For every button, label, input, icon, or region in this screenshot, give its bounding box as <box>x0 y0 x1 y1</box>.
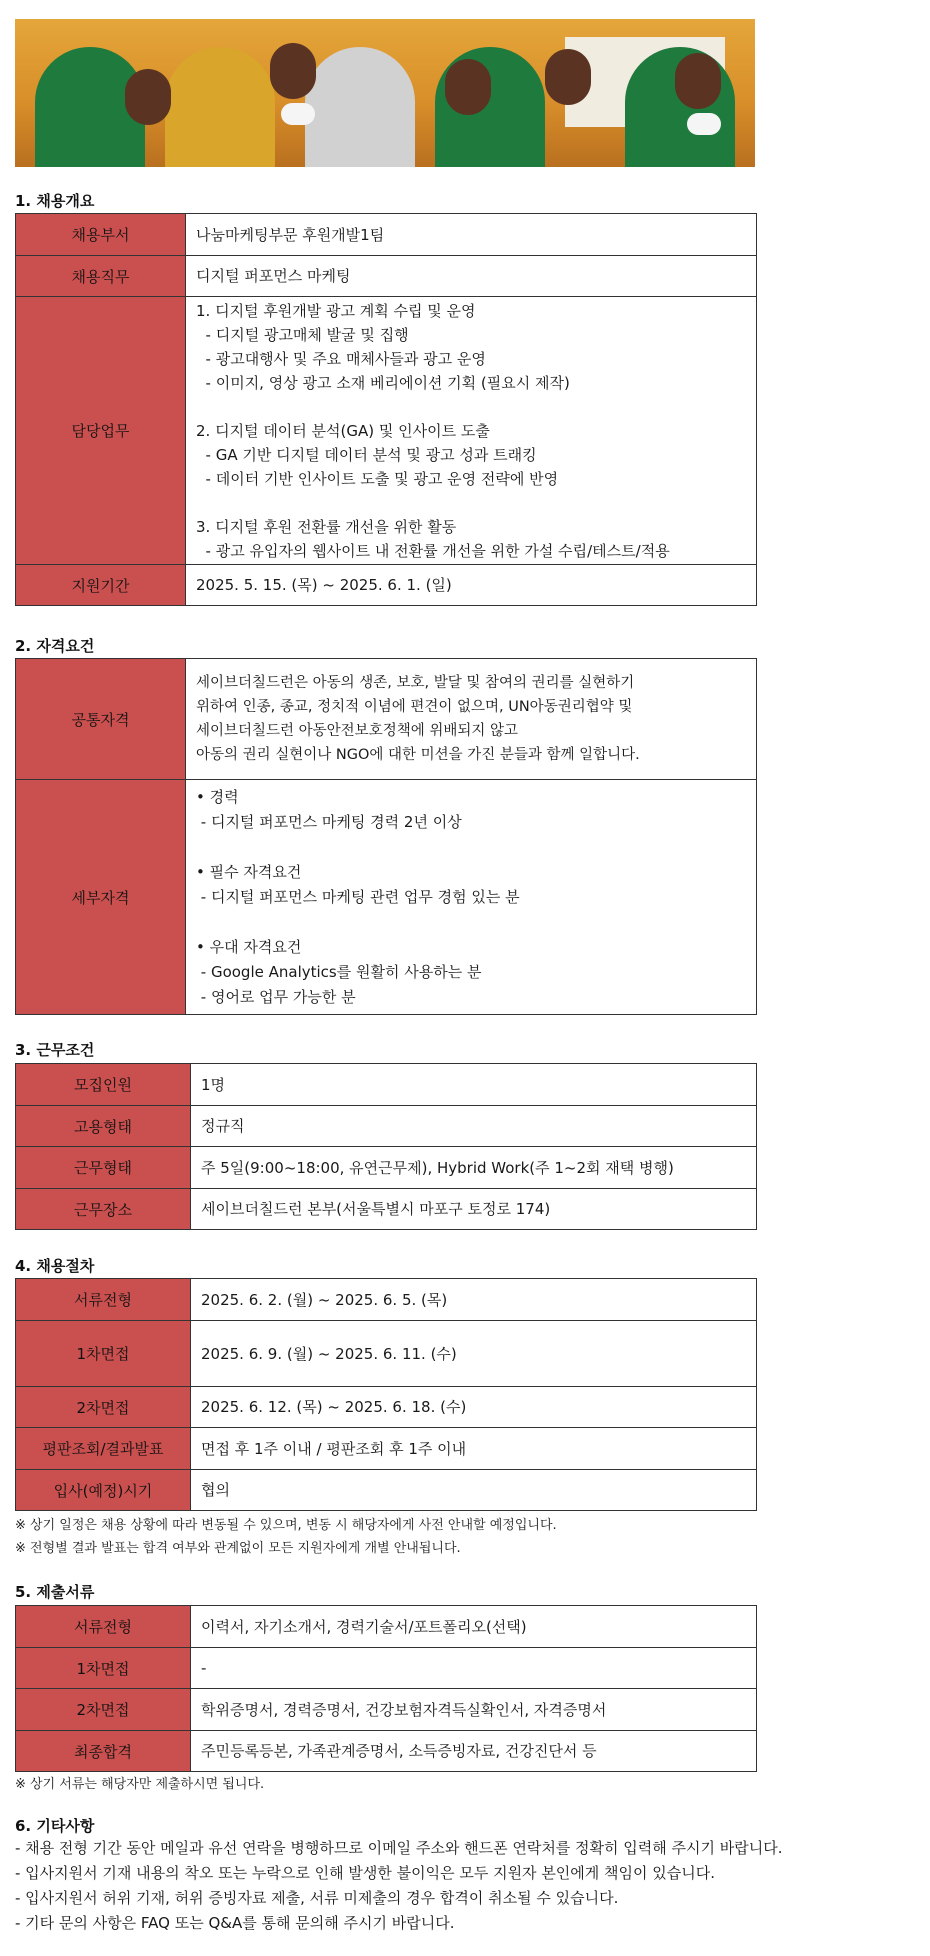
list-item: - 데이터 기반 인사이트 도출 및 광고 운영 전략에 반영 <box>196 469 559 488</box>
row-value: 학위증명서, 경력증명서, 건강보험자격득실확인서, 자격증명서 <box>191 1689 757 1731</box>
table-row <box>16 1189 757 1230</box>
table-row <box>16 1387 757 1428</box>
list-item: • 필수 자격요건 <box>196 862 302 881</box>
list-item <box>196 835 746 860</box>
table-row <box>16 780 757 1015</box>
row-label: 담당업무 <box>16 297 186 565</box>
documents-note: ※ 상기 서류는 해당자만 제출하시면 됩니다. <box>15 1777 265 1792</box>
table-row <box>16 1106 757 1147</box>
row-value: 2025. 6. 2. (월) ~ 2025. 6. 5. (목) <box>191 1279 757 1321</box>
list-item: - Google Analytics를 원활히 사용하는 분 <box>196 962 482 981</box>
section-title-documents: 5. 제출서류 <box>15 1583 95 1601</box>
table-row <box>16 1064 757 1106</box>
section-title-qualifications: 2. 자격요건 <box>15 637 95 655</box>
row-label: 공통자격 <box>16 659 186 780</box>
etc-list <box>15 1836 783 1936</box>
row-value: 정규직 <box>191 1106 757 1147</box>
row-label: 2차면접 <box>16 1689 191 1731</box>
table-row <box>16 1648 757 1689</box>
list-item: - GA 기반 디지털 데이터 분석 및 광고 성과 트래킹 <box>196 445 537 464</box>
table-row <box>16 1731 757 1772</box>
row-label: 서류전형 <box>16 1606 191 1648</box>
list-item <box>196 910 746 935</box>
list-item <box>196 491 746 515</box>
list-item: - 입사지원서 기재 내용의 착오 또는 누락으로 인해 발생한 불이익은 모두 지원자 본인에게 책임이 있습니다. <box>15 1864 716 1882</box>
row-label: 모집인원 <box>16 1064 191 1106</box>
duties-list <box>186 297 757 565</box>
row-label: 1차면접 <box>16 1321 191 1387</box>
result-note: ※ 전형별 결과 발표는 합격 여부와 관계없이 모든 지원자에게 개별 안내됩니다. <box>15 1541 461 1556</box>
list-item: - 입사지원서 허위 기재, 허위 증빙자료 제출, 서류 미제출의 경우 합격이 취소될 수 있습니다. <box>15 1889 619 1907</box>
table-row <box>16 659 757 780</box>
row-value: - <box>191 1648 757 1689</box>
row-value: 이력서, 자기소개서, 경력기술서/포트폴리오(선택) <box>191 1606 757 1648</box>
table-row <box>16 1321 757 1387</box>
row-value: 2025. 6. 12. (목) ~ 2025. 6. 18. (수) <box>191 1387 757 1428</box>
table-row <box>16 565 757 606</box>
hero-mask <box>281 103 315 125</box>
row-label: 평판조회/결과발표 <box>16 1428 191 1470</box>
row-value: 세이브더칠드런 본부(서울특별시 마포구 토정로 174) <box>191 1189 757 1230</box>
hero-figure <box>165 47 275 167</box>
hero-figure <box>305 47 415 167</box>
list-item: - 채용 전형 기간 동안 메일과 유선 연락을 병행하므로 이메일 주소와 핸드폰 연락처를 정확히 입력해 주시기 바랍니다. <box>15 1839 783 1857</box>
table-row <box>16 1279 757 1321</box>
row-value: 디지털 퍼포먼스 마케팅 <box>186 256 757 297</box>
row-value: 2025. 6. 9. (월) ~ 2025. 6. 11. (수) <box>191 1321 757 1387</box>
section-title-process: 4. 채용절차 <box>15 1257 95 1275</box>
row-value: 면접 후 1주 이내 / 평판조회 후 1주 이내 <box>191 1428 757 1470</box>
list-item: - 광고 유입자의 웹사이트 내 전환률 개선을 위한 가설 수립/테스트/적용 <box>196 541 670 560</box>
table-row <box>16 297 757 565</box>
common-qualification-text <box>186 659 757 780</box>
list-item: - 기타 문의 사항은 FAQ 또는 Q&A를 통해 문의해 주시기 바랍니다. <box>15 1914 455 1932</box>
list-item: 1. 디지털 후원개발 광고 계획 수립 및 운영 <box>196 301 476 320</box>
text-line: 세이브더칠드런 아동안전보호정책에 위배되지 않고 <box>196 723 518 739</box>
hero-face <box>675 53 721 109</box>
row-label: 고용형태 <box>16 1106 191 1147</box>
row-label: 근무형태 <box>16 1147 191 1189</box>
list-item: - 영어로 업무 가능한 분 <box>196 987 356 1006</box>
row-value: 주민등록등본, 가족관계증명서, 소득증빙자료, 건강진단서 등 <box>191 1731 757 1772</box>
table-row <box>16 1689 757 1731</box>
row-value: 나눔마케팅부문 후원개발1팀 <box>186 214 757 256</box>
hero-mask <box>687 113 721 135</box>
row-value: 1명 <box>191 1064 757 1106</box>
hero-face <box>445 59 491 115</box>
table-row <box>16 256 757 297</box>
list-item: - 디지털 퍼포먼스 마케팅 관련 업무 경험 있는 분 <box>196 887 520 906</box>
list-item: - 디지털 퍼포먼스 마케팅 경력 2년 이상 <box>196 812 462 831</box>
hero-face <box>125 69 171 125</box>
row-label: 1차면접 <box>16 1648 191 1689</box>
row-label: 채용직무 <box>16 256 186 297</box>
list-item: - 광고대행사 및 주요 매체사들과 광고 운영 <box>196 349 486 368</box>
text-line: 위하여 인종, 종교, 정치적 이념에 편견이 없으며, UN아동권리협약 및 <box>196 699 633 715</box>
hero-photo <box>15 19 755 167</box>
row-label: 지원기간 <box>16 565 186 606</box>
table-row <box>16 214 757 256</box>
detail-qualification-list <box>186 780 757 1015</box>
table-row <box>16 1606 757 1648</box>
table-row <box>16 1470 757 1511</box>
table-row <box>16 1147 757 1189</box>
list-item: • 우대 자격요건 <box>196 937 302 956</box>
row-label: 입사(예정)시기 <box>16 1470 191 1511</box>
conditions-table <box>15 1063 757 1230</box>
list-item: • 경력 <box>196 787 239 806</box>
row-label: 최종합격 <box>16 1731 191 1772</box>
list-item: 3. 디지털 후원 전환률 개선을 위한 활동 <box>196 517 457 536</box>
table-row <box>16 1428 757 1470</box>
hero-face <box>270 43 316 99</box>
row-value: 주 5일(9:00~18:00, 유연근무제), Hybrid Work(주 1~2회 재택 병행) <box>191 1147 757 1189</box>
text-line: 아동의 권리 실현이나 NGO에 대한 미션을 가진 분들과 함께 일합니다. <box>196 747 640 763</box>
qualifications-table <box>15 658 757 1015</box>
row-label: 근무장소 <box>16 1189 191 1230</box>
section-title-overview: 1. 채용개요 <box>15 192 95 210</box>
row-label: 채용부서 <box>16 214 186 256</box>
list-item: 2. 디지털 데이터 분석(GA) 및 인사이트 도출 <box>196 421 490 440</box>
section-title-etc: 6. 기타사항 <box>15 1817 95 1835</box>
list-item: - 디지털 광고매체 발굴 및 집행 <box>196 325 409 344</box>
row-label: 세부자격 <box>16 780 186 1015</box>
row-value: 2025. 5. 15. (목) ~ 2025. 6. 1. (일) <box>186 565 757 606</box>
text-line: 세이브더칠드런은 아동의 생존, 보호, 발달 및 참여의 권리를 실현하기 <box>196 675 635 691</box>
list-item <box>196 395 746 419</box>
overview-table <box>15 213 757 606</box>
schedule-note: ※ 상기 일정은 채용 상황에 따라 변동될 수 있으며, 변동 시 해당자에게 사전 안내할 예정입니다. <box>15 1518 557 1533</box>
row-label: 서류전형 <box>16 1279 191 1321</box>
row-value: 협의 <box>191 1470 757 1511</box>
list-item: - 이미지, 영상 광고 소재 베리에이션 기획 (필요시 제작) <box>196 373 570 392</box>
section-title-conditions: 3. 근무조건 <box>15 1041 95 1059</box>
documents-table <box>15 1605 757 1772</box>
row-label: 2차면접 <box>16 1387 191 1428</box>
process-table <box>15 1278 757 1511</box>
hero-face <box>545 49 591 105</box>
